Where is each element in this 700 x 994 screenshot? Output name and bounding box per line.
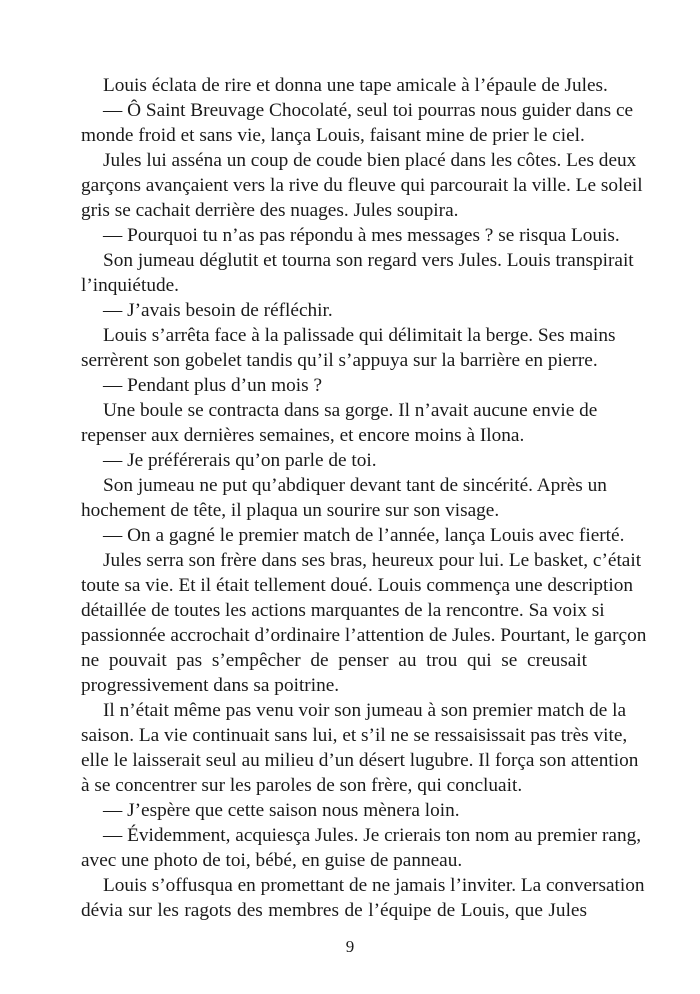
text-line: garçons avançaient vers la rive du fleuve qui parcourait la ville. Le soleil — [81, 175, 643, 196]
paragraph — [81, 523, 625, 548]
text-line: Une boule se contracta dans sa gorge. Il n’avait aucune envie de — [103, 400, 598, 421]
paragraph — [81, 373, 587, 398]
text-line: dévia sur les ragots des membres de l’équipe de Louis, que Jules — [81, 900, 587, 921]
paragraph — [81, 223, 620, 248]
paragraph — [81, 298, 587, 323]
text-line: — J’avais besoin de réfléchir. — [103, 300, 333, 321]
paragraph — [81, 698, 639, 798]
text-line: Louis éclata de rire et donna une tape amicale à l’épaule de Jules. — [103, 75, 608, 96]
page-number: 9 — [345, 937, 355, 956]
text-line: Louis s’arrêta face à la palissade qui délimitait la berge. Ses mains — [103, 325, 616, 346]
paragraph — [81, 548, 647, 698]
text-line: Jules lui asséna un coup de coude bien placé dans les côtes. Les deux — [103, 150, 637, 171]
paragraph — [81, 873, 645, 923]
text-line: saison. La vie continuait sans lui, et s’il ne se ressaisissait pas très vite, — [81, 725, 628, 746]
text-line: progressivement dans sa poitrine. — [81, 675, 340, 696]
paragraph — [81, 398, 598, 448]
text-line: Jules serra son frère dans ses bras, heureux pour lui. Le basket, c’était — [103, 550, 642, 571]
text-line: toute sa vie. Et il était tellement doué. Louis commença une description — [81, 575, 634, 596]
text-line: à se concentrer sur les paroles de son frère, qui concluait. — [81, 775, 523, 796]
text-line: — Pourquoi tu n’as pas répondu à mes messages ? se risqua Louis. — [103, 225, 620, 246]
text-line: monde froid et sans vie, lança Louis, faisant mine de prier le ciel. — [81, 125, 585, 146]
page-body — [81, 73, 647, 923]
text-line: Louis s’offusqua en promettant de ne jamais l’inviter. La conversation — [103, 875, 645, 896]
paragraph — [81, 73, 608, 98]
text-line: ne pouvait pas s’empêcher de penser au trou qui se creusait — [81, 650, 587, 671]
text-line: hochement de tête, il plaqua un sourire sur son visage. — [81, 500, 500, 521]
text-line: serrèrent son gobelet tandis qu’il s’appuya sur la barrière en pierre. — [81, 350, 598, 371]
text-line: Son jumeau déglutit et tourna son regard vers Jules. Louis transpirait — [103, 250, 634, 271]
text-line: détaillée de toutes les actions marquantes de la rencontre. Sa voix si — [81, 600, 605, 621]
text-line: repenser aux dernières semaines, et encore moins à Ilona. — [81, 425, 525, 446]
text-line: l’inquiétude. — [81, 275, 179, 296]
paragraph — [81, 148, 643, 223]
text-line: — J’espère que cette saison nous mènera loin. — [103, 800, 460, 821]
text-line: gris se cachait derrière des nuages. Jules soupira. — [81, 200, 459, 221]
text-line: passionnée accrochait d’ordinaire l’attention de Jules. Pourtant, le garçon — [81, 625, 647, 646]
paragraph — [81, 98, 634, 148]
text-line: Son jumeau ne put qu’abdiquer devant tant de sincérité. Après un — [103, 475, 607, 496]
text-line: — Ô Saint Breuvage Chocolaté, seul toi pourras nous guider dans ce — [103, 100, 634, 121]
text-line: elle le laisserait seul au milieu d’un désert lugubre. Il força son attention — [81, 750, 639, 771]
text-line: avec une photo de toi, bébé, en guise de panneau. — [81, 850, 463, 871]
paragraph — [81, 323, 616, 373]
text-line: — Je préférerais qu’on parle de toi. — [103, 450, 377, 471]
text-line: — Évidemment, acquiesça Jules. Je crierais ton nom au premier rang, — [103, 825, 642, 846]
text-line: Il n’était même pas venu voir son jumeau à son premier match de la — [103, 700, 627, 721]
paragraph — [81, 798, 587, 823]
text-line: — On a gagné le premier match de l’année, lança Louis avec fierté. — [103, 525, 625, 546]
paragraph — [81, 248, 634, 298]
text-line: — Pendant plus d’un mois ? — [103, 375, 323, 396]
paragraph — [81, 448, 587, 473]
paragraph — [81, 823, 642, 873]
paragraph — [81, 473, 607, 523]
